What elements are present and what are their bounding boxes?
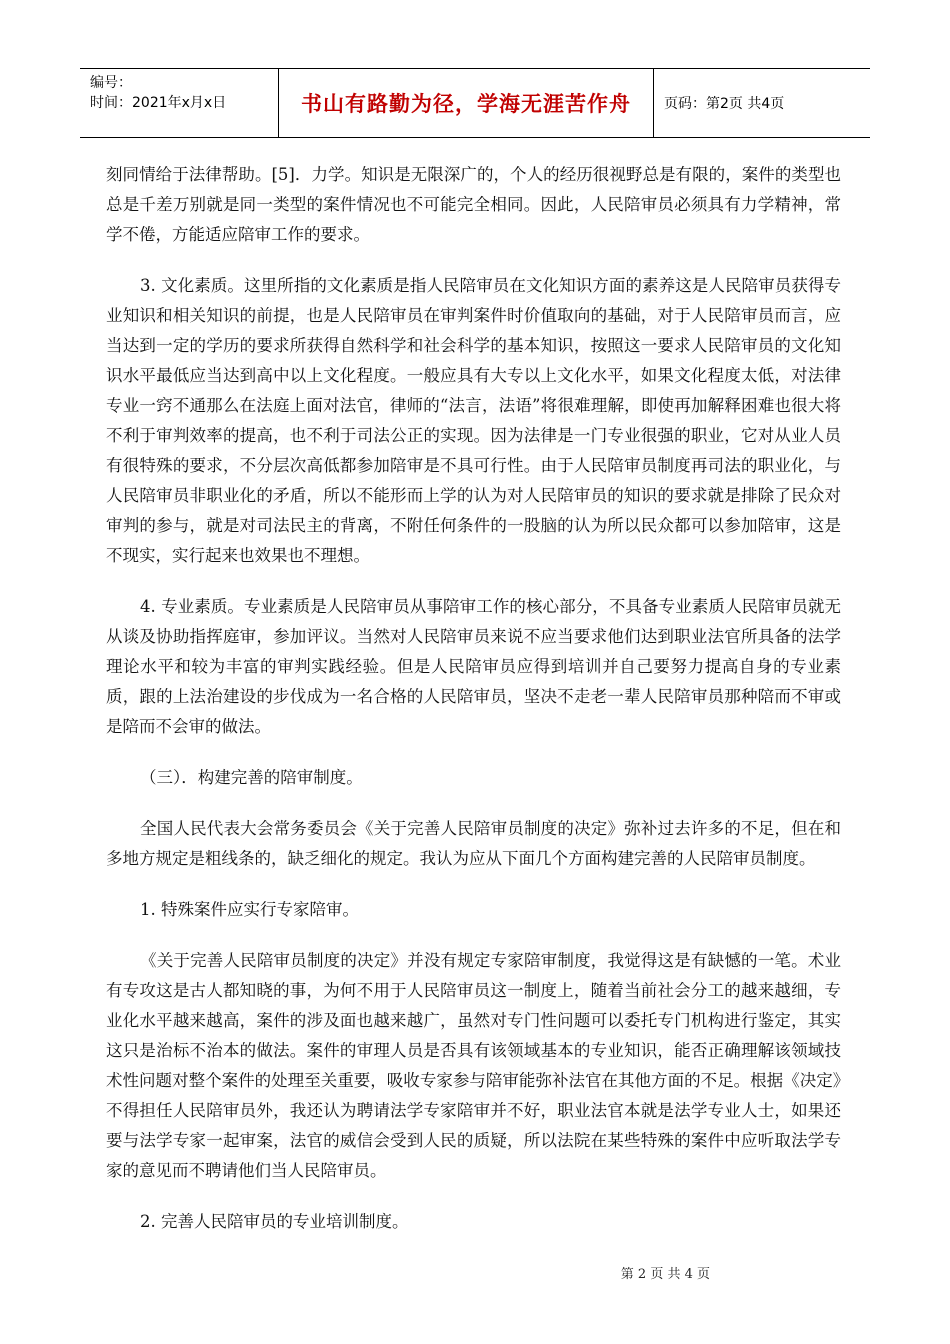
footer-page-number: 第 2 页 共 4 页 — [620, 1267, 710, 1282]
page-header — [80, 68, 870, 138]
document-number-label: 编号： — [90, 75, 132, 91]
paragraph-continuation: 刻同情给于法律帮助。[5]．力学。知识是无限深广的，个人的经历很视野总是有限的，案件的类型也总是千差万别就是同一类型的案件情况也不可能完全相同。因此，人民陪审员必须具有力学精神，常学不倦，方能适应陪审工作的要求。 — [106, 165, 841, 244]
document-body — [106, 160, 841, 1258]
page-footer — [0, 1263, 950, 1282]
header-page-info: 页码：第2页 共4页 — [664, 96, 785, 112]
paragraph-cultural-quality: 3. 文化素质。这里所指的文化素质是指人民陪审员在文化知识方面的素养这是人民陪审员获得专业知识和相关知识的前提，也是人民陪审员在审判案件时价值取向的基础，对于人民陪审员而言，应当达到一定的学历的要求所获得自然科学和社会科学的基本知识，按照这一要求人民陪审员的文化知识水平最低应当达到高中以上文化程度。一般应具有大专以上文化水平，如果文化程度太低，对法律专业一窍不通那么在法庭上面对法官，律师的“法言，法语”将很难理解，即使再加解释困难也很大将不利于审判效率的提高，也不利于司法公正的实现。因为法律是一门专业很强的职业，它对从业人员有很特殊的要求，不分层次高低都参加陪审是不具可行性。由于人民陪审员制度再司法的职业化，与人民陪审员非职业化的矛盾，所以不能形而上学的认为对人民陪审员的知识的要求就是排除了民众对审判的参与，就是对司法民主的背离，不附任何条件的一股脑的认为所以民众都可以参加陪审，这是不现实，实行起来也效果也不理想。 — [106, 276, 841, 565]
subheading-expert-jury: 1. 特殊案件应实行专家陪审。 — [140, 900, 359, 919]
paragraph-intro: 全国人民代表大会常务委员会《关于完善人民陪审员制度的决定》弥补过去许多的不足，但在和多地方规定是粗线条的，缺乏细化的规定。我认为应从下面几个方面构建完善的人民陪审员制度。 — [106, 819, 841, 868]
subheading-training: 2. 完善人民陪审员的专业培训制度。 — [140, 1212, 409, 1231]
header-motto: 书山有路勤为径，学海无涯苦作舟 — [278, 69, 654, 137]
header-meta — [80, 69, 278, 137]
document-time-label: 时间：2021年x月x日 — [90, 95, 227, 111]
paragraph-expert-jury: 《关于完善人民陪审员制度的决定》并没有规定专家陪审制度，我觉得这是有缺憾的一笔。术业有专攻这是古人都知晓的事，为何不用于人民陪审员这一制度上，随着当前社会分工的越来越细，专业化水平越来越高，案件的涉及面也越来越广，虽然对专门性问题可以委托专门机构进行鉴定，其实这只是治标不治本的做法。案件的审理人员是否具有该领域基本的专业知识，能否正确理解该领域技术性问题对整个案件的处理至关重要，吸收专家参与陪审能弥补法官在其他方面的不足。根据《决定》不得担任人民陪审员外，我还认为聘请法学专家陪审并不好，职业法官本就是法学专业人士，如果还要与法学专家一起审案，法官的威信会受到人民的质疑，所以法院在某些特殊的案件中应听取法学专家的意见而不聘请他们当人民陪审员。 — [106, 951, 841, 1180]
section-heading: （三）．构建完善的陪审制度。 — [140, 768, 363, 787]
paragraph-professional-quality: 4. 专业素质。专业素质是人民陪审员从事陪审工作的核心部分，不具备专业素质人民陪审员就无从谈及协助指挥庭审，参加评议。当然对人民陪审员来说不应当要求他们达到职业法官所具备的法学理论水平和较为丰富的审判实践经验。但是人民陪审员应得到培训并自己要努力提高自身的专业素质，跟的上法治建设的步伐成为一名合格的人民陪审员，坚决不走老一辈人民陪审员那种陪而不审或是陪而不会审的做法。 — [106, 597, 841, 736]
